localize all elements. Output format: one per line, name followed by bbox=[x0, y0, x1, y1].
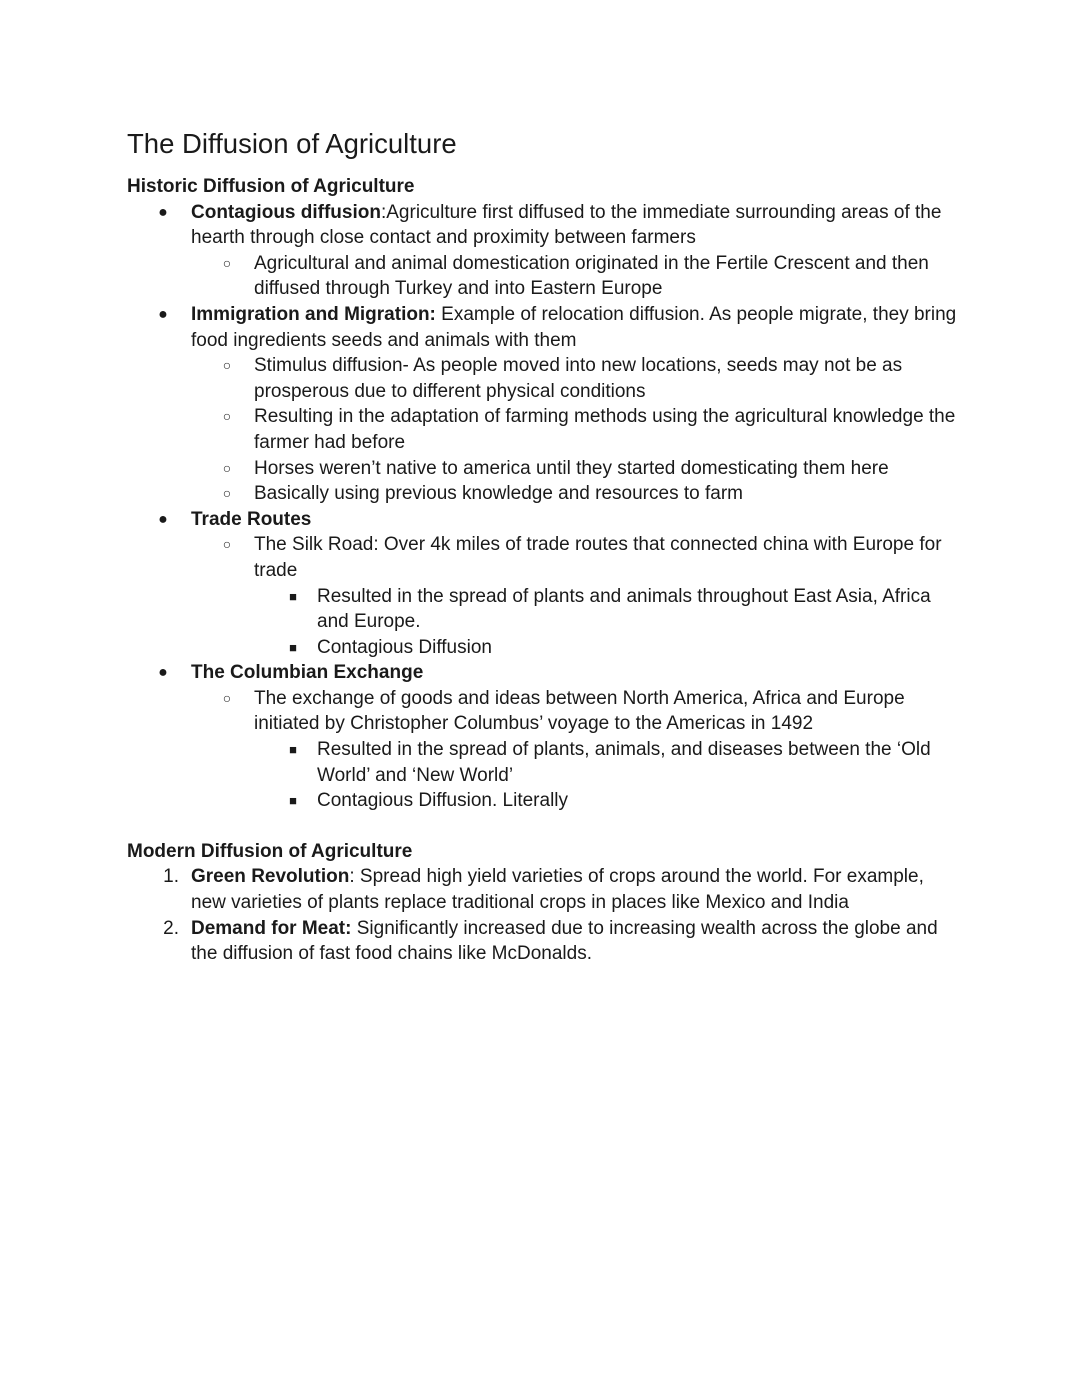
circle-bullet-icon: ○ bbox=[222, 254, 232, 271]
term-trade-routes: Trade Routes bbox=[191, 508, 312, 530]
circle-bullet-icon: ○ bbox=[222, 485, 232, 502]
list-item-text: Horses weren’t native to america until they started domesticating them here bbox=[254, 457, 889, 479]
desc-contagious: :Agriculture first diffused to the immediate surrounding areas of the hearth through close contact and proximity between farmers bbox=[191, 201, 942, 249]
list-item-demand-for-meat bbox=[127, 916, 957, 967]
list-item-immigration bbox=[127, 302, 957, 353]
term-immigration: Immigration and Migration: bbox=[191, 303, 436, 325]
bullet-icon: ● bbox=[158, 510, 168, 528]
bullet-icon: ● bbox=[158, 203, 168, 221]
list-number: 2. bbox=[163, 917, 179, 939]
list-item-text: Contagious Diffusion bbox=[317, 636, 492, 658]
circle-bullet-icon: ○ bbox=[222, 408, 232, 425]
square-bullet-icon: ■ bbox=[289, 793, 297, 809]
list-item-columbian-contagious bbox=[127, 788, 957, 814]
list-item-text: Basically using previous knowledge and resources to farm bbox=[254, 483, 743, 505]
list-item-columbian-spread bbox=[127, 737, 957, 788]
list-item-text: Resulting in the adaptation of farming methods using the agricultural knowledge the farmer had before bbox=[254, 406, 956, 453]
list-item-text: The Silk Road: Over 4k miles of trade routes that connected china with Europe for trade bbox=[254, 534, 942, 581]
list-item-columbian-desc bbox=[127, 686, 957, 737]
list-item-silk-road bbox=[127, 532, 957, 583]
bullet-icon: ● bbox=[158, 664, 168, 682]
term-green-revolution: Green Revolution bbox=[191, 866, 350, 888]
list-number: 1. bbox=[163, 866, 179, 888]
term-contagious: Contagious diffusion bbox=[191, 201, 381, 223]
document-page bbox=[127, 124, 957, 967]
desc-green-revolution: : Spread high yield varieties of crops around the world. For example, new varieties of plants replace traditional crops in places like Mexico and India bbox=[191, 866, 924, 914]
list-item-text: Resulted in the spread of plants, animals, and diseases between the ‘Old World’ and ‘New World’ bbox=[317, 739, 931, 786]
term-columbian-exchange: The Columbian Exchange bbox=[191, 662, 424, 684]
list-item-green-revolution bbox=[127, 864, 957, 915]
list-item-columbian-exchange bbox=[127, 660, 957, 686]
list-item-previous-knowledge bbox=[127, 481, 957, 507]
bullet-icon: ● bbox=[158, 305, 168, 323]
section-spacer bbox=[127, 814, 957, 839]
desc-demand-for-meat: Significantly increased due to increasing wealth across the globe and the diffusion of fast food chains like McDonalds. bbox=[191, 917, 938, 965]
list-item-contagious bbox=[127, 200, 957, 251]
circle-bullet-icon: ○ bbox=[222, 357, 232, 374]
circle-bullet-icon: ○ bbox=[222, 459, 232, 476]
list-item-stimulus bbox=[127, 353, 957, 404]
square-bullet-icon: ■ bbox=[289, 742, 297, 758]
list-item-adaptation bbox=[127, 404, 957, 455]
list-item-fertile-crescent bbox=[127, 251, 957, 302]
list-item-text: The exchange of goods and ideas between North America, Africa and Europe initiated by Christopher Columbus’ voyage to the Americas in 1492 bbox=[254, 687, 905, 735]
list-item-silk-spread bbox=[127, 584, 957, 635]
circle-bullet-icon: ○ bbox=[222, 689, 232, 706]
circle-bullet-icon: ○ bbox=[222, 536, 232, 553]
historic-heading: Historic Diffusion of Agriculture bbox=[127, 176, 415, 197]
modern-heading: Modern Diffusion of Agriculture bbox=[127, 840, 413, 862]
square-bullet-icon: ■ bbox=[289, 588, 297, 604]
square-bullet-icon: ■ bbox=[289, 639, 297, 655]
list-item-horses bbox=[127, 456, 957, 482]
list-item-text: Contagious Diffusion. Literally bbox=[317, 790, 569, 812]
document-title: The Diffusion of Agriculture bbox=[127, 128, 457, 159]
list-item-silk-contagious bbox=[127, 635, 957, 661]
list-item-trade-routes bbox=[127, 507, 957, 533]
desc-immigration: Example of relocation diffusion. As people migrate, they bring food ingredients seeds and animals with them bbox=[191, 303, 957, 351]
list-item-text: Stimulus diffusion- As people moved into new locations, seeds may not be as prosperous due to different physical conditions bbox=[254, 355, 903, 402]
term-demand-for-meat: Demand for Meat: bbox=[191, 917, 352, 939]
list-item-text: Agricultural and animal domestication originated in the Fertile Crescent and then diffused through Turkey and into Eastern Europe bbox=[254, 252, 929, 300]
list-item-text: Resulted in the spread of plants and animals throughout East Asia, Africa and Europe. bbox=[317, 585, 931, 633]
